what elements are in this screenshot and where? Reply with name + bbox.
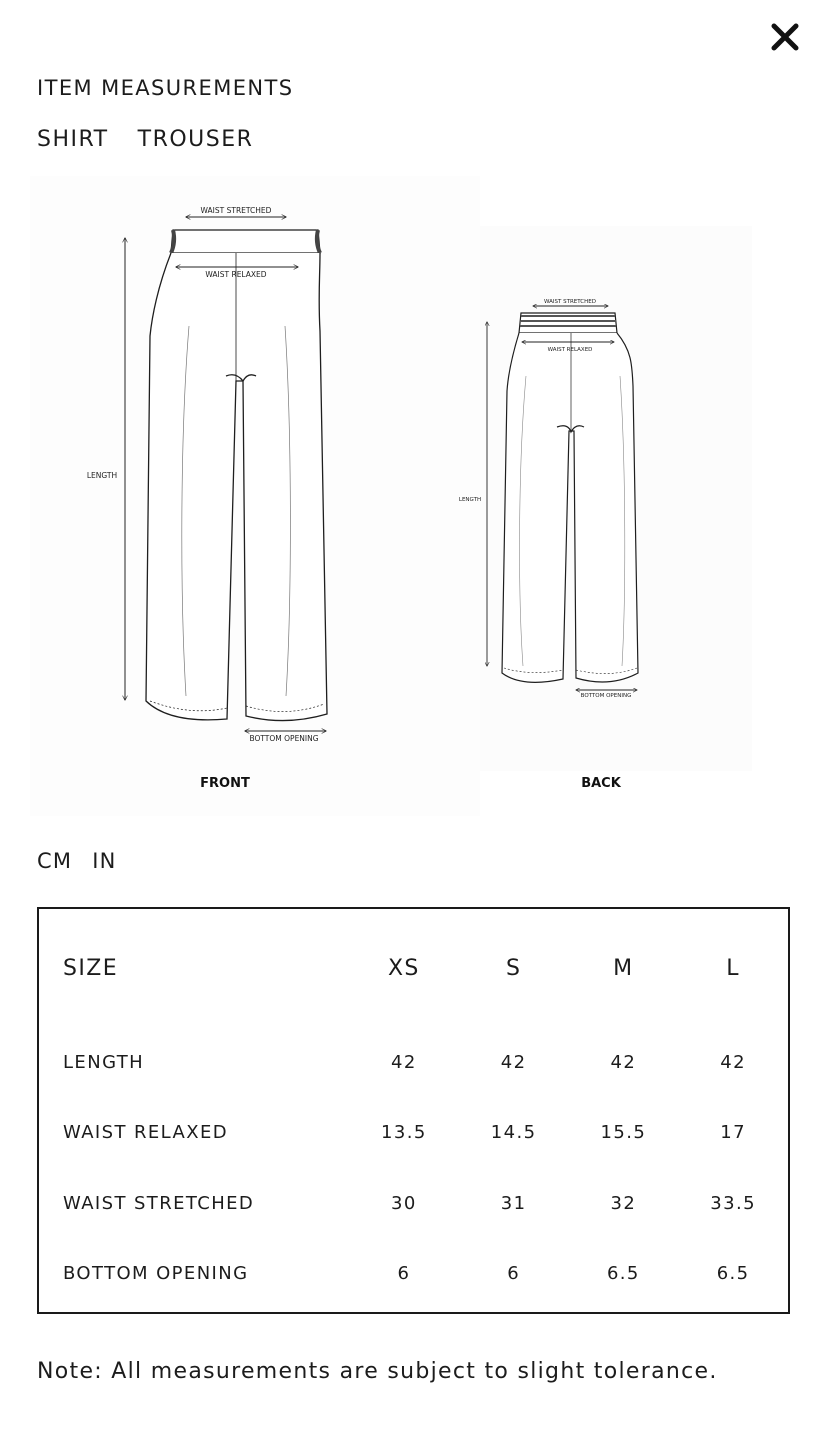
cell-value: 42: [391, 1051, 417, 1073]
cell-value: 6: [397, 1263, 411, 1285]
unit-toggle: [37, 849, 117, 873]
table-row: [39, 1239, 788, 1310]
front-waist-stretched-label: WAIST STRETCHED: [200, 206, 272, 215]
back-caption: BACK: [581, 776, 621, 791]
cell-value: 15.5: [600, 1122, 647, 1144]
cell-value: 30: [391, 1192, 417, 1214]
row-label: WAIST STRETCHED: [63, 1192, 255, 1214]
cell-value: 42: [720, 1051, 746, 1073]
row-label: BOTTOM OPENING: [63, 1263, 249, 1285]
unit-in[interactable]: IN: [92, 849, 117, 873]
header-m: M: [613, 955, 634, 981]
cell-value: 42: [500, 1051, 527, 1073]
size-chart: [37, 907, 790, 1314]
cell-value: 14.5: [490, 1122, 537, 1144]
header-s: S: [505, 955, 522, 981]
page-title: ITEM MEASUREMENTS: [37, 76, 294, 100]
header-size: SIZE: [63, 955, 119, 981]
tolerance-note: Note: All measurements are subject to slight tolerance.: [37, 1359, 718, 1384]
unit-cm[interactable]: CM: [37, 849, 73, 873]
cell-value: 13.5: [381, 1122, 427, 1144]
tab-shirt[interactable]: SHIRT: [37, 127, 109, 152]
table-row: [39, 1027, 788, 1098]
close-button[interactable]: [768, 20, 802, 54]
front-caption: FRONT: [200, 776, 250, 791]
tab-trouser[interactable]: TROUSER: [137, 127, 254, 152]
table-row: [39, 1168, 788, 1239]
cell-value: 31: [500, 1192, 527, 1214]
header-l: L: [726, 955, 740, 981]
back-length-label: LENGTH: [458, 497, 482, 503]
size-table: [39, 909, 788, 1309]
cell-value: 6.5: [606, 1263, 640, 1285]
front-waist-relaxed-label: WAIST RELAXED: [205, 270, 267, 279]
back-waist-stretched-label: WAIST STRETCHED: [544, 299, 596, 305]
cell-value: 42: [610, 1051, 637, 1073]
header-xs: XS: [387, 955, 420, 981]
trouser-measurement-diagram: [30, 176, 758, 816]
garment-tabs: [37, 127, 253, 152]
table-header-row: [39, 909, 788, 1027]
cell-value: 6.5: [716, 1263, 750, 1285]
cell-value: 6: [507, 1263, 521, 1285]
back-waist-relaxed-label: WAIST RELAXED: [547, 347, 593, 353]
cell-value: 33.5: [710, 1192, 756, 1214]
cell-value: 32: [610, 1192, 637, 1214]
table-row: [39, 1098, 788, 1169]
front-bottom-opening-label: BOTTOM OPENING: [249, 734, 319, 743]
trouser-illustration: [30, 176, 758, 816]
cell-value: 17: [720, 1122, 746, 1144]
back-bottom-opening-label: BOTTOM OPENING: [580, 693, 632, 699]
close-icon: [768, 20, 802, 54]
front-length-label: LENGTH: [86, 471, 118, 480]
row-label: LENGTH: [63, 1051, 145, 1073]
row-label: WAIST RELAXED: [63, 1122, 228, 1144]
